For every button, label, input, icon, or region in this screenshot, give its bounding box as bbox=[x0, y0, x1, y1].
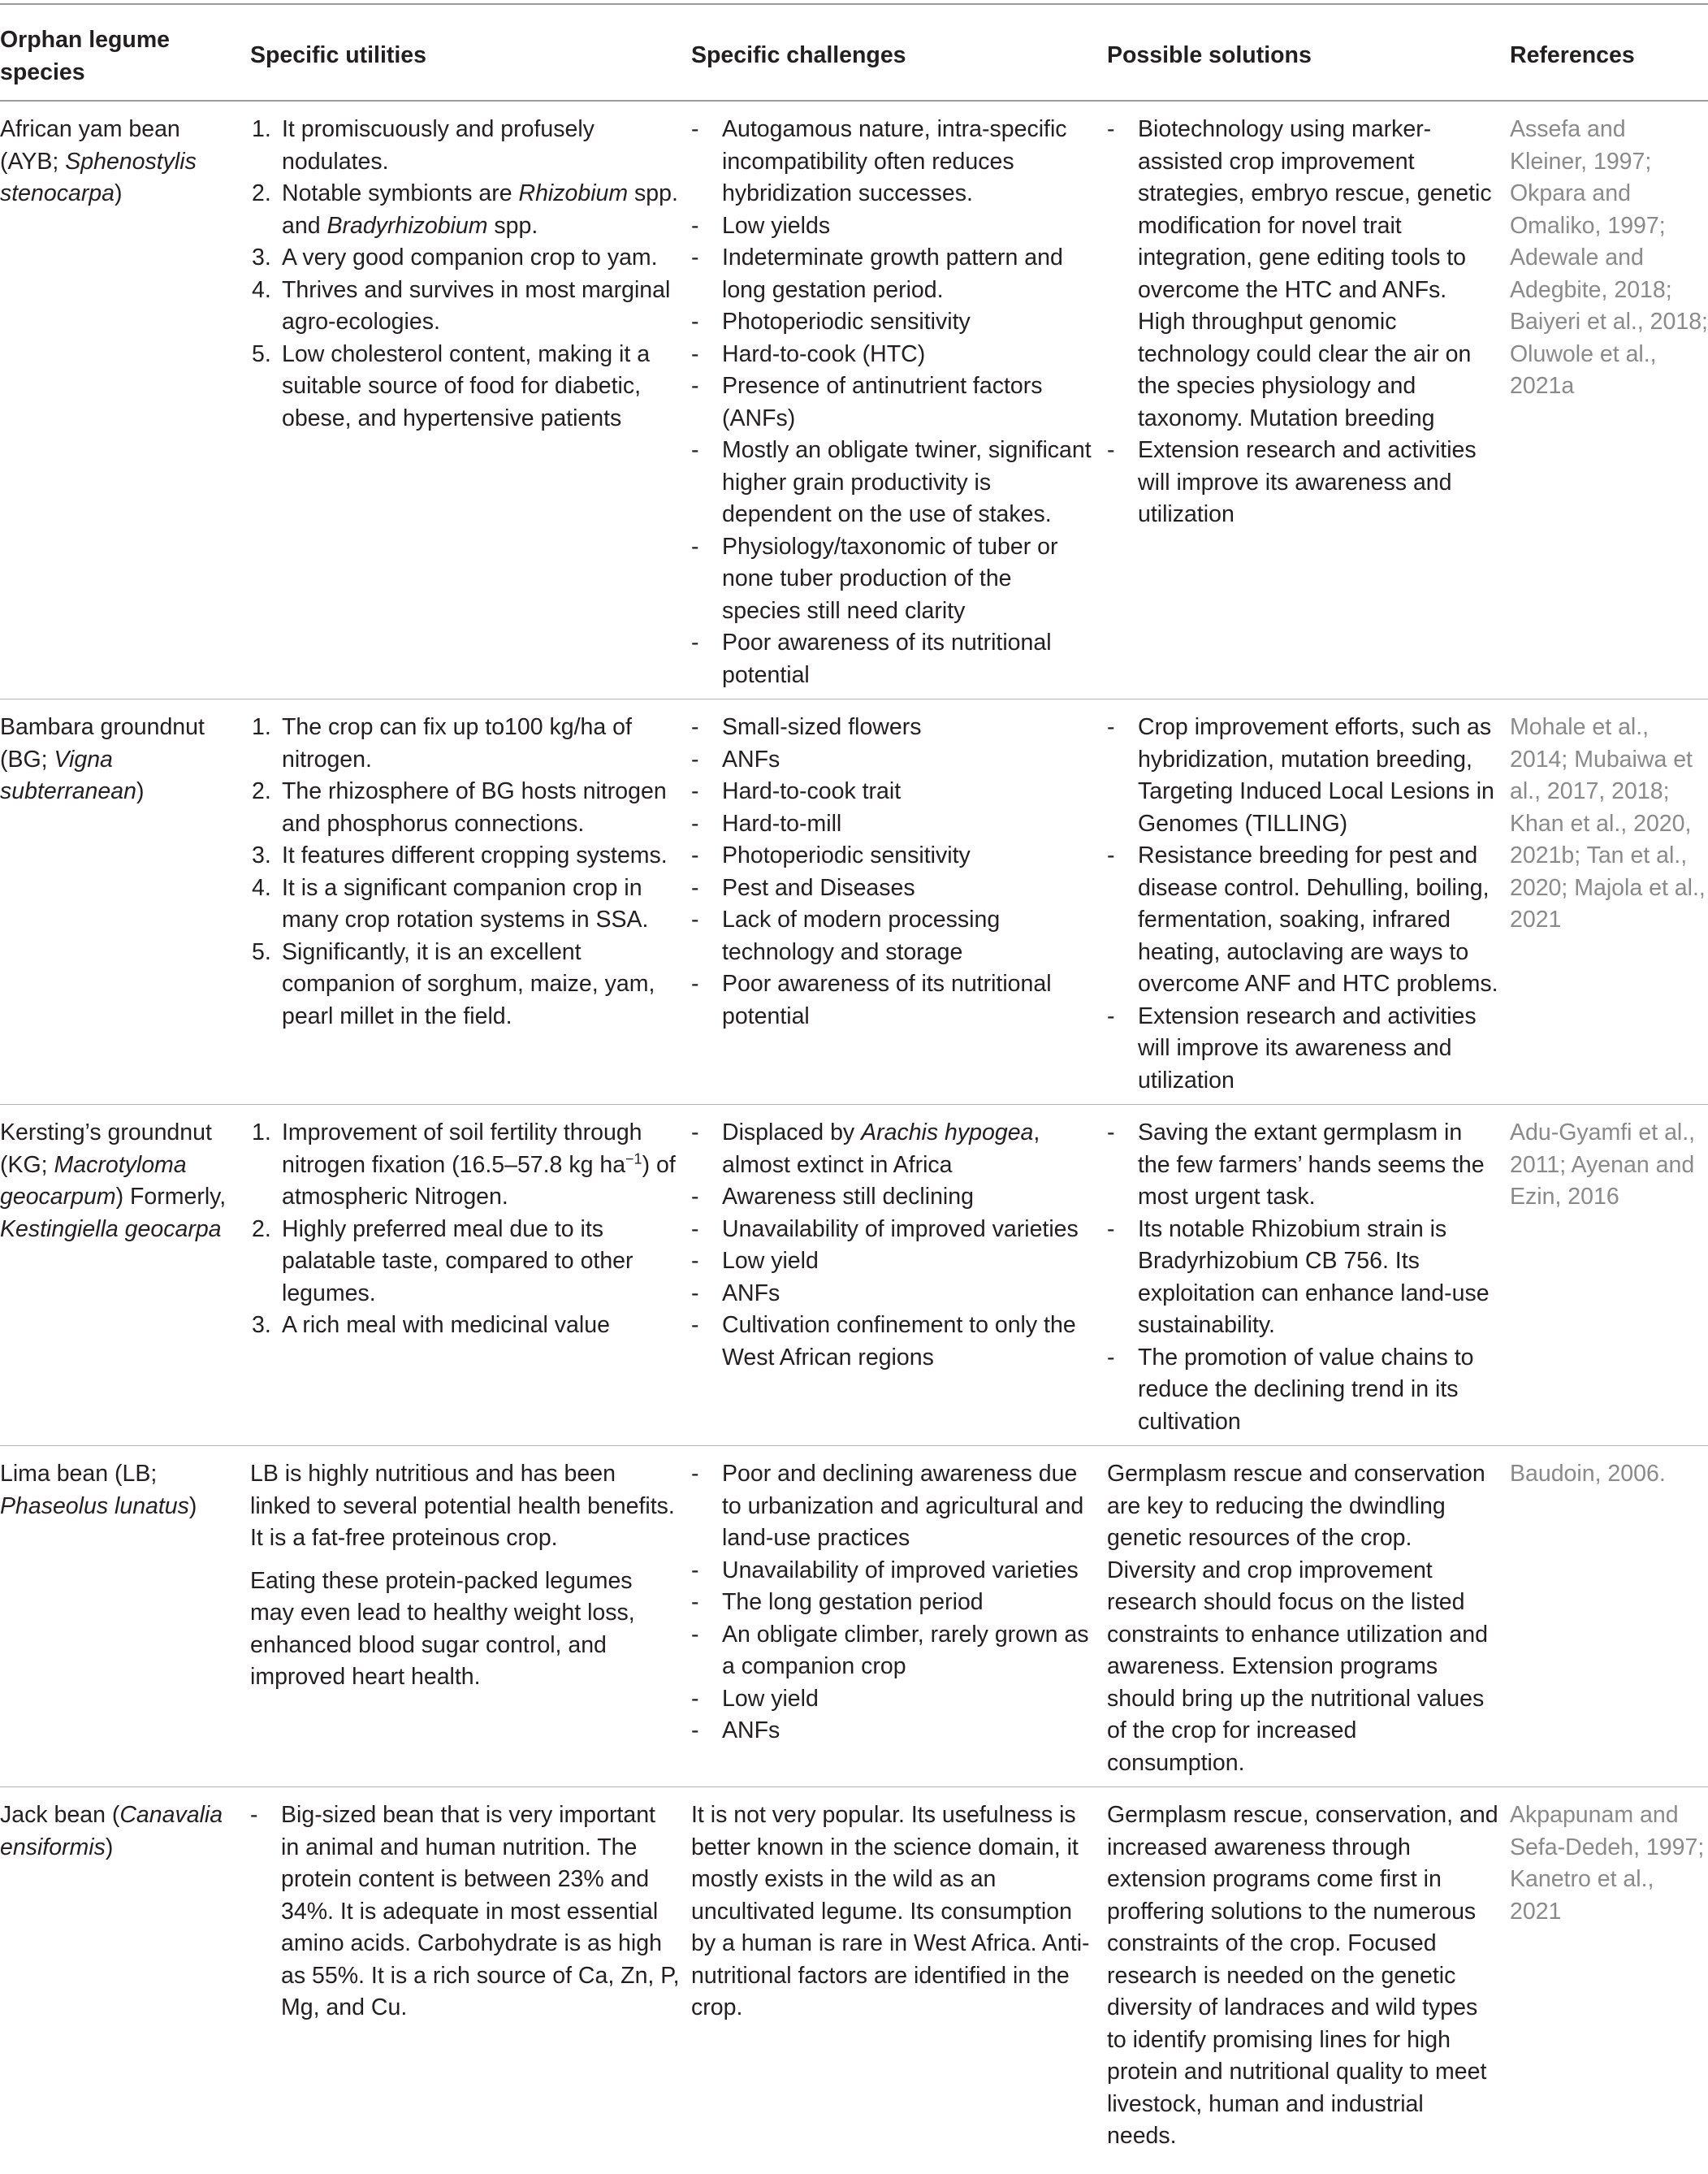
list-item-text: Notable symbionts are Rhizobium spp. and Bradyrhizobium spp. bbox=[282, 180, 678, 239]
list-item-text: ANFs bbox=[722, 1280, 780, 1306]
list-item-text: Hard-to-mill bbox=[722, 810, 842, 837]
list-item-text: Poor awareness of its nutritional potential bbox=[722, 971, 1052, 1029]
cell-challenges: It is not very popular. Its usefulness is better known in the science domain, it mostly exists in the wild as an uncultivated legume. Its consumption by a human is rare in West Africa. Anti-nutritional factors are identified in the crop. bbox=[691, 1802, 1090, 2020]
cell-utilities bbox=[250, 1446, 691, 1787]
list-item-text: Improvement of soil fertility through nitrogen fixation (16.5–57.8 kg $ha^{-1}$) of atmospheric Nitrogen. bbox=[282, 1119, 676, 1210]
header-solutions: Possible solutions bbox=[1107, 42, 1312, 68]
cell-references: Mohale et al., 2014; Mubaiwa et al., 2017, 2018; Khan et al., 2020, 2021b; Tan et al., 2020; Majola et al., 2021 bbox=[1510, 714, 1706, 933]
list-item bbox=[691, 1587, 1096, 1619]
list-item-text: Hard-to-cook (HTC) bbox=[722, 340, 926, 367]
list-item bbox=[250, 1214, 680, 1310]
cell-species: Bambara groundnut (BG; Vigna subterranean) bbox=[0, 714, 205, 804]
bullet-dash: - bbox=[691, 1557, 699, 1583]
list-item bbox=[691, 114, 1096, 210]
list-item bbox=[250, 1799, 680, 2025]
list-item bbox=[691, 968, 1096, 1033]
cell-solutions: Germplasm rescue, conservation, and increased awareness through extension programs come first in proffering solutions to the numerous constraints of the crop. Focused research is needed on the genetic diversity of landraces and wild types to identify promising lines for high protein and nutritional quality to meet livestock, human and industrial needs. bbox=[1107, 1802, 1498, 2149]
list-item bbox=[250, 242, 680, 275]
list-number: 3. bbox=[252, 1312, 271, 1338]
bullet-dash: - bbox=[691, 340, 699, 367]
list-item bbox=[691, 531, 1096, 628]
list-item-text: Big-sized bean that is very important in animal and human nutrition. The protein content is between 23% and 34%. It is adequate in most essential amino acids. Carbohydrate is as high as 55%. It is a rich source of Ca, Zn, P, Mg, and Cu. bbox=[281, 1802, 680, 2020]
bullet-dash: - bbox=[691, 1119, 699, 1145]
list-item-text: Low yields bbox=[722, 212, 831, 239]
list-item-text: It promiscuously and profusely nodulates. bbox=[282, 116, 595, 175]
list-item-text: Resistance breeding for pest and disease control. Dehulling, boiling, fermentation, soaking, infrared heating, autoclaving are ways to overcome ANF and HTC problems. bbox=[1138, 842, 1498, 997]
list-item-text: Saving the extant germplasm in the few farmers’ hands seems the most urgent task. bbox=[1138, 1119, 1485, 1210]
bullet-dash: - bbox=[1107, 714, 1115, 740]
bullet-dash: - bbox=[691, 1461, 699, 1487]
bullet-dash: - bbox=[691, 309, 699, 335]
list-item-text: Low yield bbox=[722, 1685, 819, 1712]
list-item-text: Poor and declining awareness due to urbanization and agricultural and land-use practices bbox=[722, 1461, 1084, 1551]
list-number: 4. bbox=[252, 276, 271, 303]
bullet-dash: - bbox=[691, 1184, 699, 1210]
cell-references: Adu-Gyamfi et al., 2011; Ayenan and Ezin, 2016 bbox=[1510, 1119, 1696, 1210]
table-row bbox=[0, 1105, 1708, 1446]
cell-species: Jack bean (Canavalia ensiformis) bbox=[0, 1802, 223, 1860]
list-item-text: Physiology/taxonomic of tuber or none tuber production of the species still need clarity bbox=[722, 533, 1058, 624]
list-item bbox=[691, 370, 1096, 435]
list-item-text: Lack of modern processing technology and storage bbox=[722, 907, 1001, 965]
list-item-text: Pest and Diseases bbox=[722, 874, 915, 901]
list-item bbox=[691, 1278, 1096, 1310]
bullet-dash: - bbox=[691, 746, 699, 773]
cell-references: Assefa and Kleiner, 1997; Okpara and Omaliko, 1997; Adewale and Adegbite, 2018; Baiyeri et al., 2018; Oluwole et al., 2021a bbox=[1510, 116, 1708, 399]
list-item bbox=[1107, 840, 1498, 1001]
list-item-text: A rich meal with medicinal value bbox=[282, 1312, 610, 1338]
list-item-text: A very good companion crop to yam. bbox=[282, 245, 658, 271]
bullet-dash: - bbox=[691, 874, 699, 901]
list-item bbox=[691, 627, 1096, 691]
list-item bbox=[691, 904, 1096, 968]
bullet-dash: - bbox=[691, 1717, 699, 1743]
bullet-dash: - bbox=[691, 714, 699, 740]
list-item bbox=[250, 937, 680, 1033]
top-rule bbox=[0, 3, 1708, 5]
table-row bbox=[0, 1446, 1708, 1787]
list-item bbox=[1107, 435, 1498, 531]
list-item bbox=[691, 1458, 1096, 1555]
list-number: 2. bbox=[252, 778, 271, 804]
bullet-dash: - bbox=[691, 245, 699, 271]
list-item-text: Hard-to-cook trait bbox=[722, 778, 902, 804]
list-item-text: Photoperiodic sensitivity bbox=[722, 842, 971, 868]
list-item bbox=[1107, 712, 1498, 840]
list-item bbox=[1107, 1342, 1498, 1439]
bullet-dash: - bbox=[691, 630, 699, 656]
cell-challenges bbox=[691, 1446, 1107, 1787]
list-item-text: It is a significant companion crop in many crop rotation systems in SSA. bbox=[282, 874, 649, 933]
header-species: Orphan legume species bbox=[0, 27, 171, 85]
list-item bbox=[250, 178, 680, 242]
bullet-dash: - bbox=[1107, 437, 1115, 463]
list-item bbox=[1107, 1001, 1498, 1098]
bullet-dash: - bbox=[691, 1589, 699, 1615]
list-item-text: Displaced by Arachis hypogea, almost extinct in Africa bbox=[722, 1119, 1040, 1178]
bullet-dash: - bbox=[691, 810, 699, 837]
bullet-dash: - bbox=[691, 437, 699, 463]
cell-references: Akpapunam and Sefa-Dedeh, 1997; Kanetro et al., 2021 bbox=[1510, 1802, 1705, 1925]
list-item-text: Presence of antinutrient factors (ANFs) bbox=[722, 373, 1043, 431]
list-item bbox=[691, 242, 1096, 306]
list-item-text: Awareness still declining bbox=[722, 1184, 974, 1210]
list-item bbox=[691, 1683, 1096, 1716]
bullet-dash: - bbox=[691, 373, 699, 399]
list-number: 2. bbox=[252, 1215, 271, 1242]
list-item-text: An obligate climber, rarely grown as a companion crop bbox=[722, 1621, 1089, 1679]
bullet-dash: - bbox=[691, 1621, 699, 1648]
cell-utilities bbox=[250, 699, 691, 1105]
list-number: 3. bbox=[252, 842, 271, 868]
cell-species: Kersting’s groundnut (KG; Macrotyloma geocarpum) Formerly, Kestingiella geocarpa bbox=[0, 1119, 227, 1242]
list-item-text: The long gestation period bbox=[722, 1589, 984, 1615]
cell-solutions bbox=[1107, 101, 1510, 699]
list-item-text: ANFs bbox=[722, 746, 780, 773]
list-number: 5. bbox=[252, 340, 271, 367]
bullet-dash: - bbox=[1107, 1215, 1115, 1242]
list-item bbox=[691, 1214, 1096, 1246]
list-item-text: Extension research and activities will improve its awareness and utilization bbox=[1138, 437, 1477, 527]
list-item-text: Unavailability of improved varieties bbox=[722, 1215, 1079, 1242]
list-item-text: Thrives and survives in most marginal agro-ecologies. bbox=[282, 276, 671, 335]
bullet-dash: - bbox=[691, 116, 699, 142]
list-item-text: ANFs bbox=[722, 1717, 780, 1743]
list-item bbox=[691, 808, 1096, 841]
table-body bbox=[0, 101, 1708, 2160]
list-number: 4. bbox=[252, 874, 271, 901]
bullet-dash: - bbox=[1107, 842, 1115, 868]
cell-references: Baudoin, 2006. bbox=[1510, 1461, 1666, 1487]
list-item bbox=[1107, 1214, 1498, 1342]
list-item-text: Highly preferred meal due to its palatable taste, compared to other legumes. bbox=[282, 1215, 633, 1306]
list-number: 1. bbox=[252, 714, 271, 740]
list-item-text: The promotion of value chains to reduce the declining trend in its cultivation bbox=[1138, 1344, 1474, 1435]
bullet-dash: - bbox=[691, 533, 699, 560]
bullet-dash: - bbox=[691, 1685, 699, 1712]
list-item-text: Photoperiodic sensitivity bbox=[722, 309, 971, 335]
cell-solutions bbox=[1107, 699, 1510, 1105]
bullet-dash: - bbox=[691, 971, 699, 997]
list-item-text: Biotechnology using marker-assisted crop improvement strategies, embryo rescue, genetic modification for novel trait integration, gene editing tools to overcome the HTC and ANFs. High throughput genomic technology could clear the air on the species physiology and taxonomy. Mutation breeding bbox=[1138, 116, 1492, 431]
list-number: 3. bbox=[252, 245, 271, 271]
list-item bbox=[691, 1310, 1096, 1374]
list-number: 1. bbox=[252, 116, 271, 142]
cell-species: African yam bean (AYB; Sphenostylis stenocarpa) bbox=[0, 116, 197, 206]
list-item-text: Poor awareness of its nutritional potential bbox=[722, 630, 1052, 688]
list-item bbox=[250, 1117, 680, 1214]
list-item bbox=[250, 873, 680, 937]
list-item-text: Small-sized flowers bbox=[722, 714, 922, 740]
header-row bbox=[0, 24, 1708, 101]
cell-solutions: Germplasm rescue and conservation are key to reducing the dwindling genetic resources of the crop. Diversity and crop improvement research should focus on the listed constraints to enhance utilization and awareness. Extension programs should bring up the nutritional values of the crop for increased consumption. bbox=[1107, 1461, 1488, 1776]
list-item bbox=[250, 712, 680, 776]
list-item-text: Significantly, it is an excellent companion of sorghum, maize, yam, pearl millet in the field. bbox=[282, 938, 655, 1029]
list-item bbox=[691, 1117, 1096, 1181]
bullet-dash: - bbox=[691, 1215, 699, 1242]
list-item bbox=[691, 1715, 1096, 1747]
list-item bbox=[691, 744, 1096, 777]
bullet-dash: - bbox=[691, 778, 699, 804]
list-number: 5. bbox=[252, 938, 271, 965]
list-item bbox=[691, 776, 1096, 808]
list-item bbox=[691, 840, 1096, 873]
table-row bbox=[0, 101, 1708, 699]
list-item-text: Low cholesterol content, making it a suitable source of food for diabetic, obese, and hypertensive patients bbox=[282, 340, 651, 431]
cell-challenges bbox=[691, 101, 1107, 699]
bullet-dash: - bbox=[1107, 1344, 1115, 1371]
list-item bbox=[691, 712, 1096, 744]
list-item-text: It features different cropping systems. bbox=[282, 842, 668, 868]
list-number: 1. bbox=[252, 1119, 271, 1145]
bullet-dash: - bbox=[691, 1280, 699, 1306]
list-item-text: Crop improvement efforts, such as hybridization, mutation breeding, Targeting Induced Local Lesions in Genomes (TILLING) bbox=[1138, 714, 1494, 837]
list-item bbox=[1107, 1117, 1498, 1214]
list-item bbox=[691, 873, 1096, 905]
list-item bbox=[691, 1245, 1096, 1278]
cell-solutions bbox=[1107, 1105, 1510, 1446]
list-item bbox=[691, 339, 1096, 371]
header-challenges: Specific challenges bbox=[691, 42, 906, 68]
list-item-text: Low yield bbox=[722, 1248, 819, 1274]
table-row bbox=[0, 699, 1708, 1105]
list-item-text: Mostly an obligate twiner, significant higher grain productivity is dependent on the use of stakes. bbox=[722, 437, 1092, 527]
bullet-dash: - bbox=[691, 1248, 699, 1274]
paragraph: LB is highly nutritious and has been linked to several potential health benefits. It is a fat-free proteinous crop. bbox=[250, 1461, 675, 1551]
list-item bbox=[250, 275, 680, 339]
orphan-legume-table bbox=[0, 24, 1708, 2160]
list-item-text: Extension research and activities will improve its awareness and utilization bbox=[1138, 1003, 1477, 1093]
list-item bbox=[691, 210, 1096, 243]
list-item bbox=[691, 435, 1096, 531]
bullet-dash: - bbox=[250, 1802, 258, 1828]
list-item bbox=[691, 1619, 1096, 1683]
list-item-text: Cultivation confinement to only the West African regions bbox=[722, 1312, 1076, 1371]
list-item-text: Autogamous nature, intra-specific incompatibility often reduces hybridization successes. bbox=[722, 116, 1067, 206]
list-item bbox=[691, 1181, 1096, 1214]
header-references: References bbox=[1510, 42, 1635, 68]
list-item bbox=[250, 114, 680, 178]
list-item-text: The crop can fix up to100 kg/ha of nitrogen. bbox=[282, 714, 632, 773]
header-utilities: Specific utilities bbox=[250, 42, 426, 68]
cell-challenges bbox=[691, 699, 1107, 1105]
paragraph: Eating these protein-packed legumes may even lead to healthy weight loss, enhanced blood sugar control, and improved heart health. bbox=[250, 1567, 635, 1690]
bullet-dash: - bbox=[691, 842, 699, 868]
table-row bbox=[0, 1787, 1708, 2160]
list-item-text: Indeterminate growth pattern and long gestation period. bbox=[722, 245, 1063, 303]
list-item bbox=[250, 840, 680, 873]
list-item bbox=[691, 306, 1096, 339]
bullet-dash: - bbox=[1107, 116, 1115, 142]
bullet-dash: - bbox=[691, 907, 699, 933]
list-number: 2. bbox=[252, 180, 271, 206]
list-item-text: Unavailability of improved varieties bbox=[722, 1557, 1079, 1583]
cell-utilities bbox=[250, 101, 691, 699]
bullet-dash: - bbox=[1107, 1119, 1115, 1145]
cell-species: Lima bean (LB; Phaseolus lunatus) bbox=[0, 1461, 197, 1519]
list-item bbox=[250, 339, 680, 435]
bullet-dash: - bbox=[691, 1312, 699, 1338]
cell-challenges bbox=[691, 1105, 1107, 1446]
cell-utilities bbox=[250, 1787, 691, 2160]
bullet-dash: - bbox=[1107, 1003, 1115, 1029]
list-item-text: Its notable Rhizobium strain is Bradyrhizobium CB 756. Its exploitation can enhance land-use sustainability. bbox=[1138, 1215, 1490, 1338]
list-item-text: The rhizosphere of BG hosts nitrogen and phosphorus connections. bbox=[282, 778, 667, 837]
list-item bbox=[250, 1310, 680, 1342]
list-item bbox=[1107, 114, 1498, 435]
list-item bbox=[250, 776, 680, 840]
list-item bbox=[691, 1555, 1096, 1587]
cell-utilities bbox=[250, 1105, 691, 1446]
bullet-dash: - bbox=[691, 212, 699, 239]
